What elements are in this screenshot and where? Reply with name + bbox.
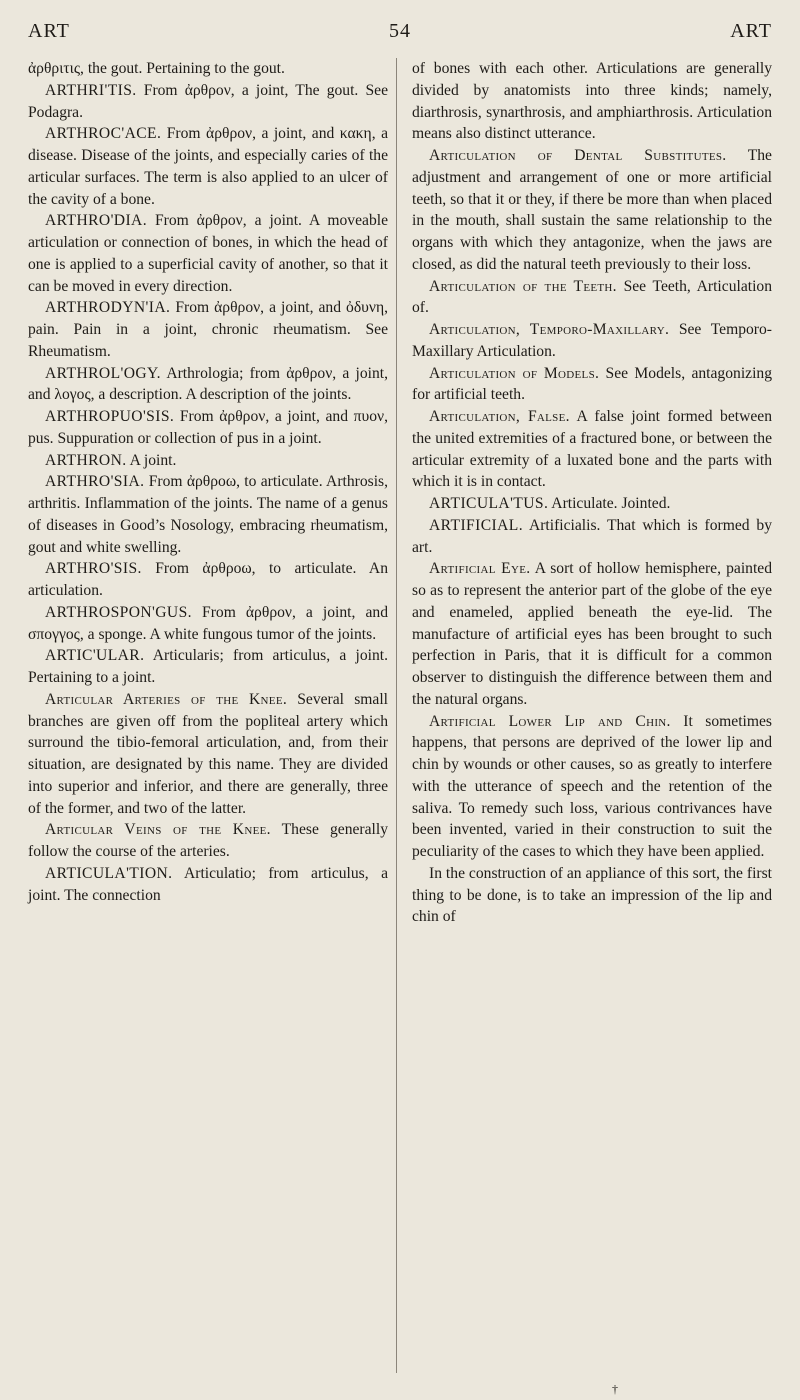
entry-text: Articulate. Jointed.: [548, 495, 671, 512]
dictionary-entry: [412, 319, 772, 363]
right-column: [412, 58, 772, 928]
footer-mark: †: [612, 1382, 618, 1396]
dictionary-entry: [412, 863, 772, 928]
entry-headword: Articulation of the Teeth.: [429, 277, 617, 295]
dictionary-entry: [412, 58, 772, 145]
entry-text: ἀρθριτις, the gout. Pertaining to the gout.: [28, 60, 285, 77]
dictionary-entry: [28, 450, 388, 472]
entry-text: From ἀρθρον, a joint, and πυον, pus. Suppuration or collection of pus in a joint.: [28, 408, 388, 447]
entry-text: A joint.: [126, 451, 177, 469]
dictionary-entry: [412, 711, 772, 863]
entry-text: Articulatio; from articulus, a joint. The connection: [28, 864, 388, 904]
entry-headword: ARTICULA'TUS.: [429, 495, 549, 512]
entry-text: From ἀρθρον, a joint. A moveable articulation or connection of bones, in which the head of one is applied to a superficial cavity of another, so that it can be moved in every direction.: [28, 212, 388, 295]
entry-text: A sort of hollow hemisphere, painted so as to represent the anterior part of the globe of the eye and enameled, applied beneath the eye-lid. The manufacture of artificial eyes has been brought to such perfection in Paris, that it is difficult for a common observer to distinguish the difference between them and the natural organs.: [412, 560, 773, 708]
dictionary-entry: [28, 689, 388, 820]
entry-text: See Models, antagonizing for artificial teeth.: [412, 364, 773, 404]
entry-headword: Articular Arteries of the Knee.: [45, 690, 288, 708]
entry-text: Artificialis. That which is formed by art.: [412, 516, 772, 556]
entry-text: From ἀρθρον, a joint, and ὀδυνη, pain. Pain in a joint, chronic rheumatism. See Rheumatism.: [28, 299, 388, 360]
entry-headword: ARTHROC'ACE.: [45, 125, 162, 143]
entry-headword: Articulation of Dental Substitutes.: [429, 147, 727, 164]
entry-text: The adjustment and arrangement of one or more artificial teeth, so that it or they, if there be more than when placed in the mouth, shall sustain the same relationship to the organs with which they antagonize, when the jaws are closed, as did the natural teeth previously to their loss.: [412, 147, 772, 273]
entry-headword: ARTHRON.: [45, 451, 127, 469]
page-header: [28, 20, 772, 56]
running-head-left: ART: [28, 20, 70, 42]
entry-headword: ARTHRODYN'IA.: [45, 299, 171, 317]
dictionary-entry: [28, 58, 388, 80]
dictionary-entry: [412, 145, 772, 276]
entry-headword: ARTIFICIAL.: [429, 516, 523, 534]
dictionary-entry: [412, 493, 772, 515]
entry-text: Arthrologia; from ἀρθρον, a joint, and λογος, a description. A description of the joints.: [28, 364, 388, 404]
entry-text: Articularis; from articulus, a joint. Pertaining to a joint.: [28, 647, 388, 686]
dictionary-entry: [28, 80, 388, 124]
dictionary-entry: [28, 297, 388, 362]
entry-text: A false joint formed between the united extremities of a fractured bone, or between the articular extremity of a luxated bone and the parts with which it is in contact.: [412, 408, 772, 491]
entry-headword: ARTHRI'TIS.: [45, 81, 137, 99]
dictionary-entry: [28, 406, 388, 450]
dictionary-entry: [28, 558, 388, 602]
dictionary-entry: [412, 363, 772, 407]
entry-text: From ἀρθρον, a joint, and σπογγος, a sponge. A white fungous tumor of the joints.: [28, 603, 388, 643]
entry-text: From ἀρθροω, to articulate. Arthrosis, arthritis. Inflammation of the joints. The name of a genus of diseases in Good’s Nosology, embracing rheumatism, gout and white swelling.: [28, 473, 388, 556]
dictionary-entry: [412, 276, 772, 320]
dictionary-entry: [28, 123, 388, 210]
dictionary-entry: [28, 363, 388, 407]
entry-text: See Teeth, Articulation of.: [412, 277, 772, 317]
entry-headword: ARTHRO'SIA.: [45, 473, 145, 491]
dictionary-entry: [412, 515, 772, 559]
entry-headword: Articulation of Models.: [429, 364, 600, 382]
dictionary-entry: [28, 471, 388, 558]
entry-headword: Articular Veins of the Knee.: [45, 821, 271, 839]
dictionary-entry: [28, 210, 388, 297]
entry-headword: Articulation, Temporo-Maxillary.: [429, 321, 670, 338]
column-divider: [396, 58, 397, 1373]
entry-headword: ARTHRO'DIA.: [45, 212, 147, 230]
entry-headword: ARTHROL'OGY.: [45, 364, 161, 382]
entry-text: It sometimes happens, that persons are deprived of the lower lip and chin by wounds or other causes, so as greatly to interfere with the utterance of speech and the retention of the saliva. To remedy such loss, various contrivances have been invented, varied in their construction to suit the peculiarity of the cases to which they have been applied.: [412, 712, 772, 860]
entry-headword: ARTHROPUO'SIS.: [45, 408, 175, 425]
dictionary-entry: [28, 863, 388, 907]
dictionary-entry: [28, 645, 388, 689]
dictionary-entry: [28, 602, 388, 646]
entry-text: From ἀρθροω, to articulate. An articulation.: [28, 560, 388, 599]
entry-headword: ARTIC'ULAR.: [45, 647, 145, 665]
left-column: [28, 58, 388, 906]
entry-text: of bones with each other. Articulations are generally divided by anatomists into three kinds; namely, diarthrosis, synarthrosis, and amphiarthrosis. Articulation means also distinct utterance.: [412, 60, 772, 143]
entry-headword: Articulation, False.: [429, 408, 570, 425]
entry-text: Several small branches are given off from the popliteal artery which surround the tibio-femoral articulation, and, from their situation, are designated by this name. They are divided into superior and inferior, and there are generally, three of the former, and two of the latter.: [28, 690, 388, 817]
entry-headword: Artificial Lower Lip and Chin.: [429, 712, 671, 730]
dictionary-entry: [412, 406, 772, 493]
page-number: 54: [389, 20, 411, 42]
entry-text: See Temporo-Maxillary Articulation.: [412, 321, 772, 360]
entry-headword: ARTHROSPON'GUS.: [45, 603, 192, 621]
entry-text: In the construction of an appliance of this sort, the first thing to be done, is to take an impression of the lip and chin of: [412, 864, 772, 926]
entry-headword: ARTICULA'TION.: [45, 864, 173, 882]
entry-headword: Artificial Eye.: [429, 560, 531, 578]
entry-headword: ARTHRO'SIS.: [45, 560, 142, 578]
entry-text: These generally follow the course of the arteries.: [28, 821, 388, 860]
dictionary-entry: [28, 819, 388, 863]
entry-text: From ἀρθρον, a joint, The gout. See Podagra.: [28, 81, 388, 121]
entry-text: From ἀρθρον, a joint, and κακη, a disease. Disease of the joints, and especially caries of the articular surfaces. The term is also applied to an ulcer of the cavity of a bone.: [28, 125, 388, 208]
dictionary-entry: [412, 558, 772, 710]
running-head-right: ART: [730, 20, 772, 42]
